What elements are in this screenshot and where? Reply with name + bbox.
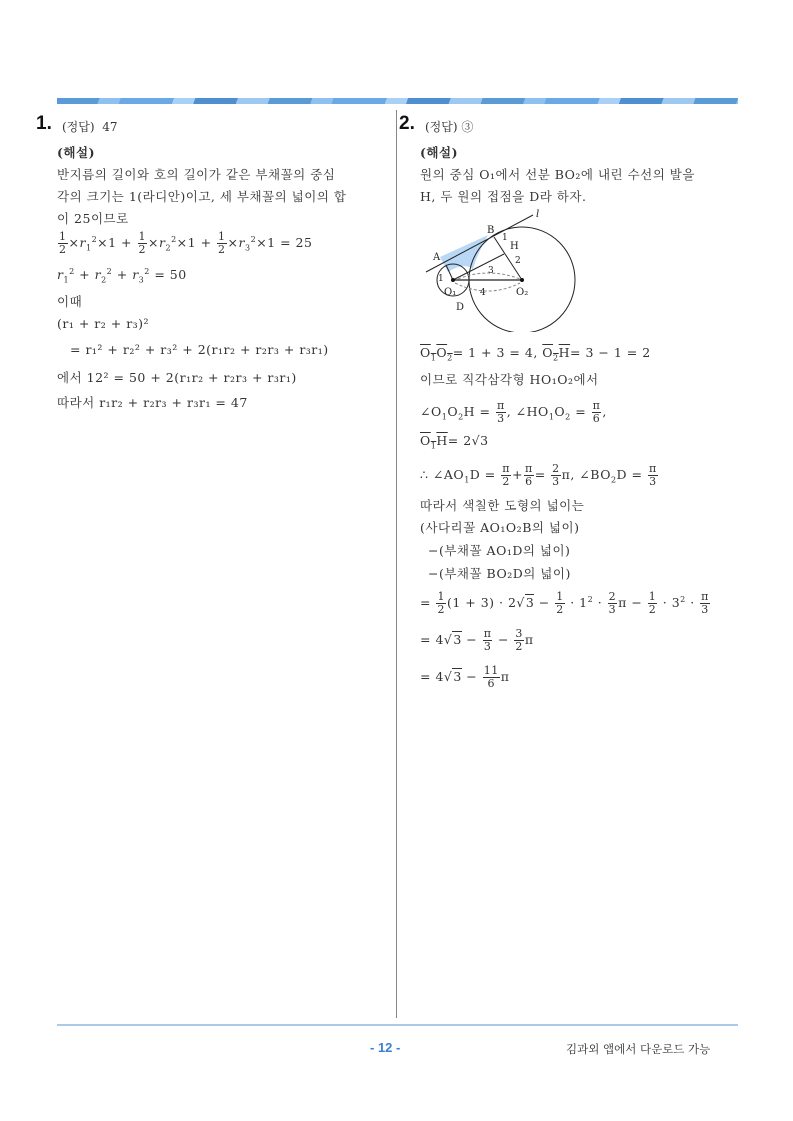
q2-step-angles: $\angle O_1O_2H$ = $\frac{\pi}{3}$ , $\angle HO_1O_2$ = $\frac{\pi}{6}$ ,: [420, 399, 607, 425]
q2-step-sector1: −(부채꼴 AO₁D의 넓이): [428, 543, 571, 558]
svg-text:H: H: [510, 241, 519, 252]
question-number-2: 2.: [399, 113, 415, 134]
q2-answer: (정답) ③: [425, 120, 474, 134]
svg-text:B: B: [487, 225, 495, 236]
q1-expand-left: (r₁ + r₂ + r₃)²: [57, 316, 150, 331]
svg-text:4: 4: [480, 288, 486, 298]
q2-step-compute: = $\frac{1}{2}$ (1 + 3) · 2√3 − $\frac{1}{2}$ · $1^2$ · $\frac{2}{3}$ π − $\frac{1}{2}$ · $3^2$ · $\frac{\pi}{3}$: [420, 590, 709, 616]
q2-step-trapezoid: (사다리꼴 AO₁O₂B의 넓이): [420, 520, 580, 535]
q2-text-line: 원의 중심 O₁에서 선분 BO₂에 내린 수선의 발을: [420, 167, 695, 182]
q2-final-answer: = 4√3 − $\frac{11}{6}$ π: [420, 664, 510, 690]
svg-text:O₁: O₁: [444, 287, 457, 298]
q2-step-o1h: $O_1H= 2√3$: [420, 433, 489, 451]
q2-step-simplify: = 4√3 − $\frac{\pi}{3}$ − $\frac{3}{2}$ π: [420, 627, 534, 653]
svg-text:1: 1: [502, 233, 508, 243]
q2-step-sector-angles: ∴ $\angle AO_1D$ = $\frac{\pi}{2}$ + $\frac{\pi}{6}$ = $\frac{2}{3}$ π, $\angle BO_2D$ = $\frac{\pi}{3}$: [420, 462, 657, 488]
q1-text-line: 반지름의 길이와 호의 길이가 같은 부채꼴의 중심: [57, 167, 336, 182]
column-divider: [396, 110, 397, 1018]
q1-explain-label: (해설): [57, 145, 95, 160]
q1-answer: (정답) 47: [62, 120, 118, 134]
svg-text:D: D: [456, 302, 465, 313]
svg-text:3: 3: [488, 266, 494, 276]
svg-text:l: l: [536, 209, 540, 220]
q1-equation-squares: $r_1^2 + r_2^2 + r_3^2 = 50$: [57, 267, 187, 285]
q2-explain-label: (해설): [420, 145, 458, 160]
q1-ittae: 이때: [57, 294, 83, 309]
svg-text:1: 1: [438, 274, 444, 284]
q2-step-triangle: 이므로 직각삼각형 HO₁O₂에서: [420, 372, 599, 387]
q2-step-lengths: $O_1O_2= 1 + 3 = 4$, $O_2H= 3 - 1 = 2$: [420, 345, 651, 363]
svg-text:O₂: O₂: [516, 287, 529, 298]
q1-text-line: 각의 크기는 1(라디안)이고, 세 부채꼴의 넓이의 합: [57, 189, 347, 204]
q1-conclusion: 따라서 r₁r₂ + r₂r₃ + r₃r₁ = 47: [57, 395, 248, 410]
q1-equation-sum: $\frac{1}{2}$ $\times r_1^2\times 1$ + $\frac{1}{2}$ $\times r_2^2\times 1$ + $\frac{1}{2}$ $\times r_3^2\times 1 = 25$: [59, 230, 313, 256]
header-decorative-bar: [57, 98, 738, 104]
q1-expand-right: = r₁² + r₂² + r₃² + 2(r₁r₂ + r₂r₃ + r₃r₁): [70, 342, 329, 357]
q1-text-line: 이 25이므로: [57, 211, 129, 226]
q2-step-sector2: −(부채꼴 BO₂D의 넓이): [428, 566, 571, 581]
q1-substitute: 에서 12² = 50 + 2(r₁r₂ + r₂r₃ + r₃r₁): [57, 370, 297, 385]
two-circles-tangent-figure: [418, 207, 583, 332]
q2-text-line: H, 두 원의 접점을 D라 하자.: [420, 189, 587, 204]
question-number-1: 1.: [36, 113, 52, 134]
page-number: - 12 -: [370, 1040, 401, 1055]
q2-step-area-intro: 따라서 색칠한 도형의 넓이는: [420, 498, 585, 513]
footer-source-text: 김과외 앱에서 다운로드 가능: [566, 1042, 711, 1056]
footer-rule: [57, 1024, 738, 1026]
svg-text:A: A: [433, 252, 441, 263]
svg-text:2: 2: [515, 256, 521, 266]
